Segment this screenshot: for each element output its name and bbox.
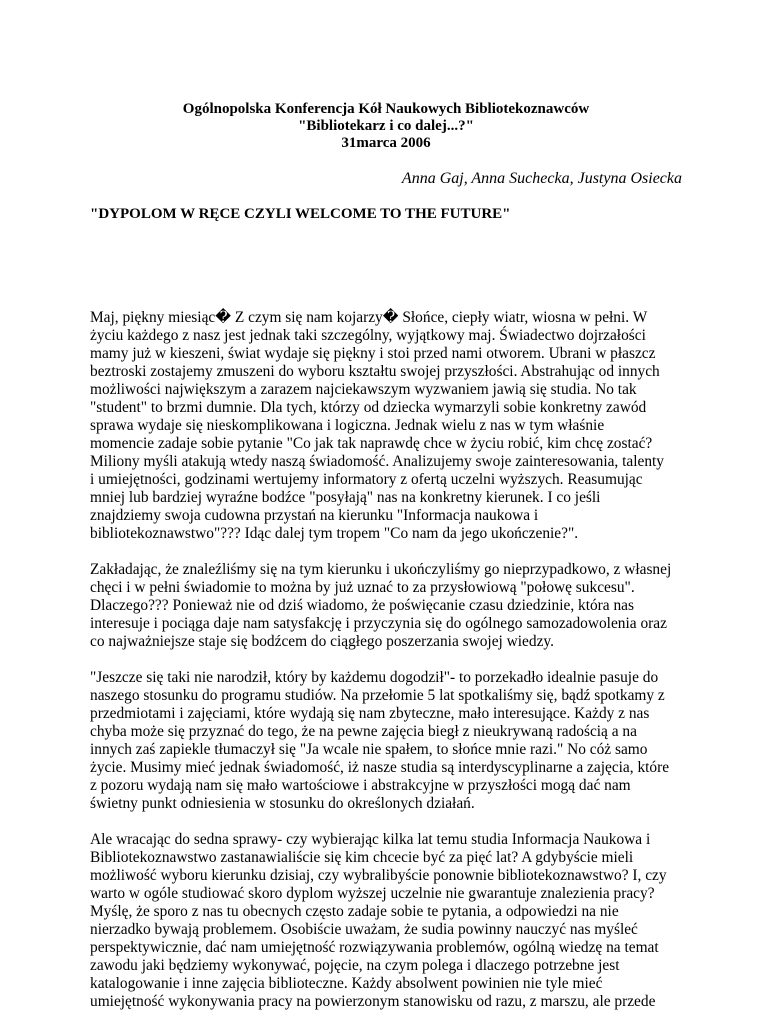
paragraph-line: innych zaś zapiekle tłumaczył się "Ja wcale nie spałem, to słońce mnie razi." No cóż samo — [90, 741, 648, 758]
paragraph-line: zawodu jaki będziemy wykonywać, pojęcie, na czym polega i dlaczego potrzebne jest — [90, 957, 620, 974]
paragraph-line: mamy już w kieszeni, świat wydaje się piękny i stoi przed nami otworem. Ubrani w płaszcz — [90, 345, 656, 362]
paragraph-line: nierzadko bywają problemem. Osobiście uważam, że sudia powinny nauczyć nas myśleć — [90, 921, 638, 938]
paragraph-line: chyba może się przyznać do tego, że na pewne zajęcia biegł z nieukrywaną radością a na — [90, 723, 637, 740]
document-title: "DYPOLOM W RĘCE CZYLI WELCOME TO THE FUTURE" — [90, 206, 511, 222]
paragraph-line: katalogowanie i inne zajęcia biblioteczne. Każdy absolwent powinien nie tyle mieć — [90, 975, 603, 992]
document-body — [90, 309, 682, 1011]
paragraph-line: "Jeszcze się taki nie narodził, który by każdemu dogodził"- to porzekadło idealnie pasuje do — [90, 669, 659, 686]
paragraph — [90, 669, 682, 813]
paragraph-line: znajdziemy swoja cudowna przystań na kierunku "Informacja naukowa i — [90, 507, 539, 524]
paragraph-line: Myślę, że sporo z nas tu obecnych często zadaje sobie te pytania, a odpowiedzi na nie — [90, 903, 619, 920]
paragraph-line: "student" to brzmi dumnie. Dla tych, którzy od dziecka wymarzyli sobie konkretny zawód — [90, 399, 647, 416]
paragraph — [90, 831, 682, 1011]
authors: Anna Gaj, Anna Suchecka, Justyna Osiecka — [401, 170, 682, 187]
paragraph-line: momencie zadaje sobie pytanie "Co jak tak naprawdę chce w życiu robić, kim chcę zostać? — [90, 435, 653, 452]
paragraph-line: Bibliotekoznawstwo zastanawialiście się kim chcecie być za pięć lat? A gdybyście mieli — [90, 849, 634, 866]
paragraph — [90, 561, 682, 651]
paragraph-line: świetny punkt odniesienia w stosunku do określonych działań. — [90, 795, 475, 812]
paragraph-line: chęci i w pełni świadomie to można by już uznać to za przysłowiową "połowę sukcesu". — [90, 579, 635, 596]
paragraph-line: warto w ogóle studiować skoro dyplom wyższej uczelnie nie gwarantuje znalezienia pracy? — [90, 885, 655, 902]
paragraph-line: umiejętność wykonywania pracy na powierzonym stanowisku od razu, z marszu, ale przede — [90, 993, 656, 1010]
paragraph-line: Maj, piękny miesiąc� Z czym się nam kojarzy� Słońce, ciepły wiatr, wiosna w pełni. W — [90, 309, 648, 326]
paragraph-line: naszego stosunku do programu studiów. Na przełomie 5 lat spotkaliśmy się, bądź spotkamy z — [90, 687, 665, 704]
paragraph-line: Zakładając, że znaleźliśmy się na tym kierunku i ukończyliśmy go nieprzypadkowo, z własnej — [90, 561, 672, 578]
paragraph-line: Dlaczego??? Ponieważ nie od dziś wiadomo, że poświęcanie czasu dziedzinie, która nas — [90, 597, 635, 614]
paragraph-line: interesuje i pociąga daje nam satysfakcję i przyczynia się do ogólnego samozadowolenia oraz — [90, 615, 667, 632]
paragraph-line: i umiejętności, godzinami wertujemy informatory z ofertą uczelni wyższych. Reasumując — [90, 471, 643, 488]
paragraph-line: beztroski zostajemy zmuszeni do wyboru kształtu swojej przyszłości. Abstrahując od innych — [90, 363, 660, 380]
paragraph-line: mniej lub bardziej wyraźne bodźce "posyłają" nas na konkretny kierunek. I co jeśli — [90, 489, 601, 506]
conference-header — [90, 101, 682, 152]
paragraph-line: Ale wracając do sedna sprawy- czy wybierając kilka lat temu studia Informacja Naukowa i — [90, 831, 651, 848]
paragraph-line: perspektywicznie, dać nam umiejętność rozwiązywania problemów, ogólną wiedzę na temat — [90, 939, 659, 956]
paragraph-line: życiu każdego z nasz jest jednak taki szczególny, wyjątkowy maj. Świadectwo dojrzałości — [90, 327, 646, 344]
conference-name: Ogólnopolska Konferencja Kół Naukowych Bibliotekoznawców — [182, 101, 590, 117]
paragraph-line: przedmiotami i zajęciami, które wydają się nam zbyteczne, mało interesujące. Każdy z nas — [90, 705, 650, 722]
paragraph-line: z pozoru wydają nam się mało wartościowe i abstrakcyjne w przyszłości mogą dać nam — [90, 777, 631, 794]
conference-date: 31marca 2006 — [341, 135, 431, 151]
paragraph-line: sprawa wydaje się nieskomplikowana i logiczna. Jednak wielu z nas w tym właśnie — [90, 417, 605, 434]
document-page — [90, 0, 682, 1029]
paragraph-line: możliwości największym a zarazem najciekawszym wyzwaniem jawią się studia. No tak — [90, 381, 637, 398]
paragraph-line: Miliony myśli atakują wtedy naszą świadomość. Analizujemy swoje zainteresowania, talenty — [90, 453, 665, 470]
paragraph — [90, 309, 682, 543]
conference-subtitle: "Bibliotekarz i co dalej...?" — [298, 118, 474, 134]
paragraph-line: bibliotekoznawstwo"??? Idąc dalej tym tropem "Co nam da jego ukończenie?". — [90, 525, 579, 542]
paragraph-line: co najważniejsze staje się bodźcem do ciągłego poszerzania swojej wiedzy. — [90, 633, 554, 650]
paragraph-line: życie. Musimy mieć jednak świadomość, iż nasze studia są interdyscyplinarne a zajęcia, które — [90, 759, 670, 776]
paragraph-line: możliwość wyboru kierunku dzisiaj, czy wybralibyście ponownie bibliotekoznawstwo? I, czy — [90, 867, 667, 884]
